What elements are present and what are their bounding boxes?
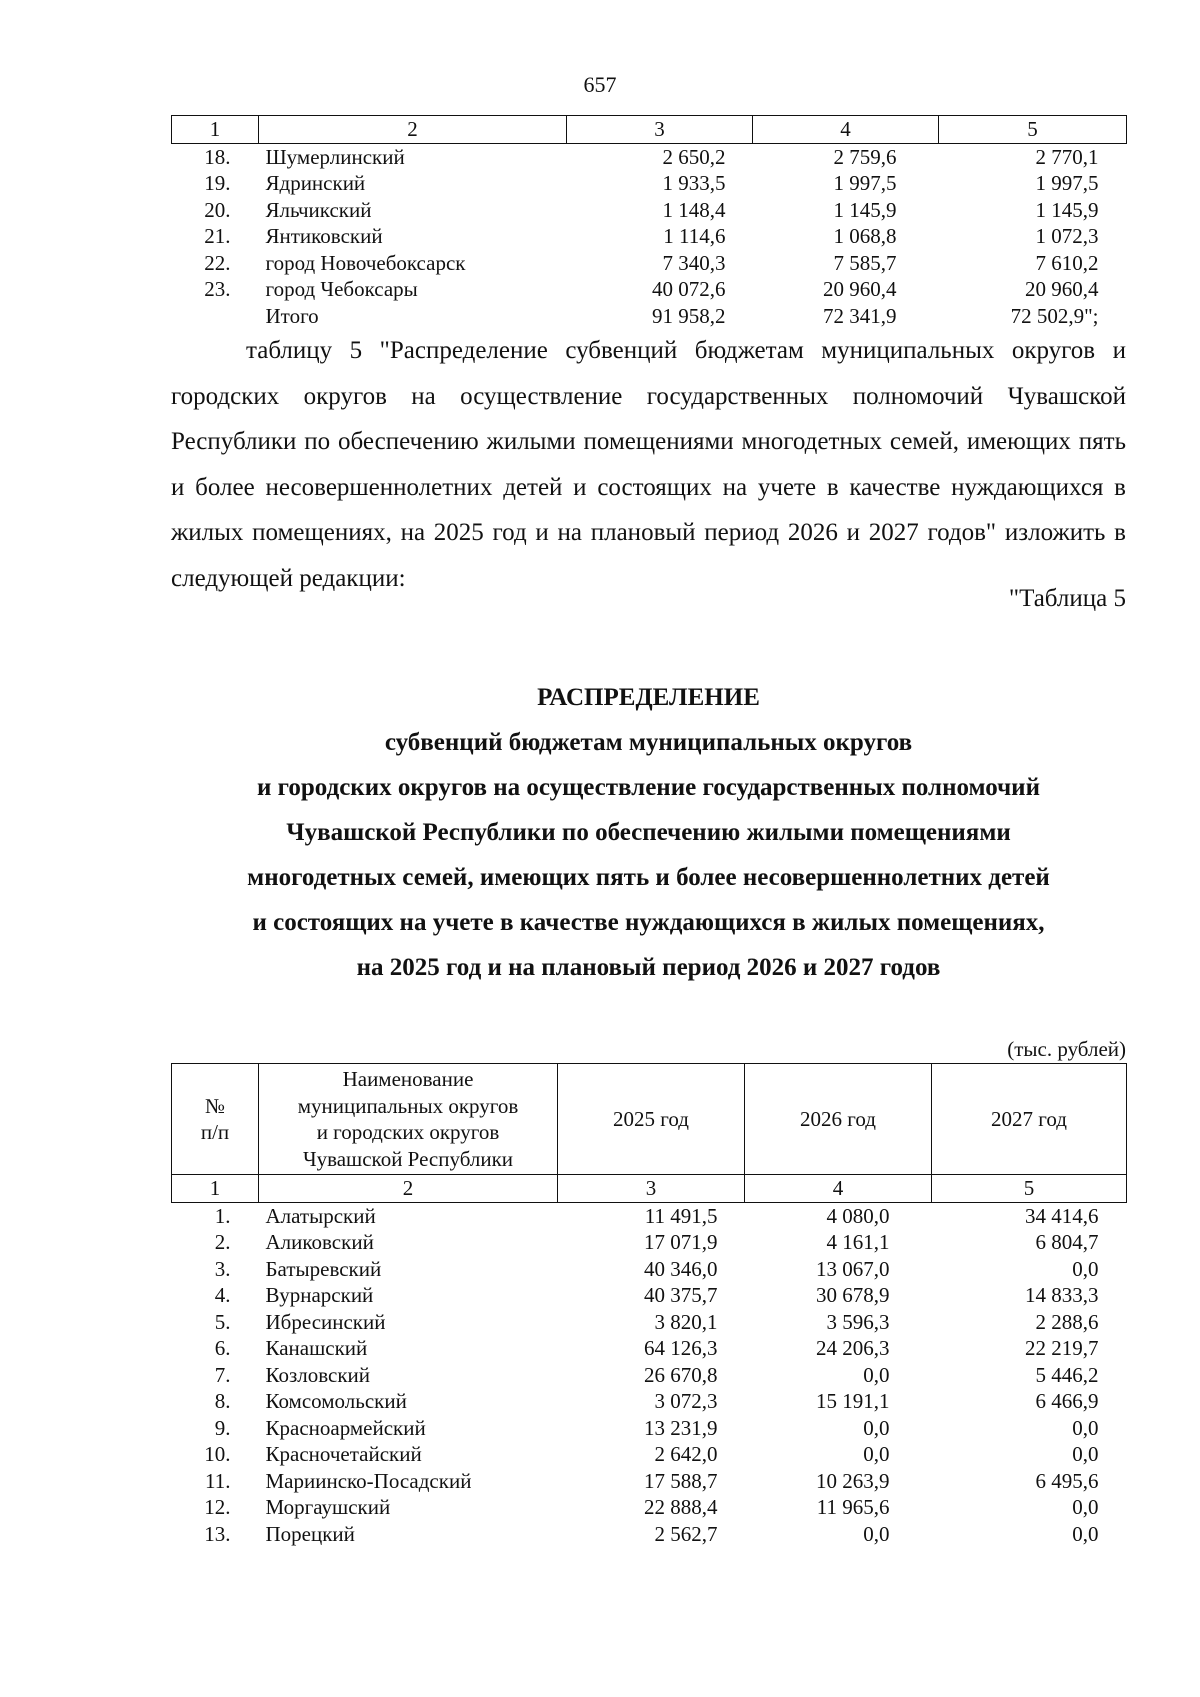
value-2025: 2 642,0: [654, 1442, 718, 1466]
table-row: [172, 1282, 1127, 1309]
value-2025: 40 346,0: [644, 1256, 718, 1281]
table-row: [172, 1468, 1127, 1495]
table-row: [172, 250, 1127, 277]
column-number: 1: [172, 1175, 259, 1203]
column-number: 3: [558, 1175, 745, 1203]
value-2025: 2 650,2: [662, 144, 726, 169]
table-row: [172, 1521, 1127, 1548]
value-2025: 40 375,7: [644, 1283, 718, 1307]
value-2027: 0,0: [1072, 1495, 1099, 1519]
value-2027: 14 833,3: [1025, 1283, 1099, 1307]
value-2026: 13 067,0: [816, 1256, 890, 1281]
title-line: и городских округов на осуществление государственных полномочий: [257, 774, 1040, 801]
value-2027: 2 288,6: [1035, 1309, 1099, 1334]
row-number: 7.: [214, 1362, 231, 1387]
row-number: 10.: [204, 1442, 231, 1466]
table-row: [172, 1362, 1127, 1389]
value-2027: 1 145,9: [1035, 197, 1099, 222]
table-row: [172, 1309, 1127, 1336]
title-line: РАСПРЕДЕЛЕНИЕ: [537, 684, 760, 711]
district-name: Комсомольский: [265, 1389, 407, 1413]
value-2027: 0,0: [1072, 1521, 1099, 1546]
row-number: 22.: [204, 250, 231, 275]
row-number: 13.: [204, 1521, 231, 1546]
value-2027: 0,0: [1072, 1442, 1099, 1466]
value-2027: 1 072,3: [1035, 224, 1099, 248]
table-row: [172, 1494, 1127, 1521]
table-row: [172, 170, 1127, 197]
value-2026: 0,0: [863, 1415, 890, 1440]
row-number: 23.: [204, 277, 231, 301]
table-row: [172, 1441, 1127, 1468]
row-number: 9.: [214, 1415, 231, 1440]
row-number: 18.: [204, 144, 231, 169]
column-number-row: [172, 1175, 1127, 1203]
value-2025: 22 888,4: [644, 1495, 718, 1519]
value-2026: 1 997,5: [833, 171, 897, 195]
column-number: 4: [745, 1175, 932, 1203]
column-number: 3: [567, 116, 753, 144]
district-name: Янтиковский: [265, 224, 383, 248]
value-2026: 0,0: [863, 1521, 890, 1546]
row-number: [172, 303, 259, 330]
district-name: Ибресинский: [265, 1309, 386, 1334]
header-text: муниципальных округов: [297, 1093, 519, 1118]
value-2027: 1 997,5: [1035, 171, 1099, 195]
value-2026: 7 585,7: [833, 250, 897, 275]
value-2026: 4 080,0: [826, 1203, 890, 1228]
table-row: [172, 143, 1127, 170]
row-number: 12.: [204, 1495, 231, 1519]
value-2027: 20 960,4: [1025, 277, 1099, 301]
district-name: Красноармейский: [265, 1415, 426, 1440]
district-name: Мариинско-Посадский: [265, 1468, 472, 1493]
row-number: 21.: [204, 224, 231, 248]
table-row: [172, 1202, 1127, 1229]
value-2025: 2 562,7: [654, 1521, 718, 1546]
header-text: Чувашской Республики: [302, 1146, 514, 1171]
row-number: 6.: [214, 1336, 231, 1360]
row-number: 1.: [214, 1203, 231, 1228]
value-2026: 11 965,6: [816, 1495, 890, 1519]
value-2027: 72 502,9";: [1010, 303, 1099, 328]
column-number: 2: [259, 1175, 558, 1203]
value-2027: 0,0: [1072, 1415, 1099, 1440]
value-2027: 5 446,2: [1035, 1362, 1099, 1387]
table-row: [172, 223, 1127, 250]
row-number: 2.: [214, 1230, 231, 1254]
row-number: 5.: [214, 1309, 231, 1334]
value-2025: 17 588,7: [644, 1468, 718, 1493]
value-2026: 1 145,9: [833, 197, 897, 222]
value-2026: 1 068,8: [833, 224, 897, 248]
value-2025: 11 491,5: [644, 1203, 718, 1228]
column-number: 5: [939, 116, 1127, 144]
header-text: и городских округов: [316, 1120, 500, 1144]
row-number: 19.: [204, 171, 231, 195]
table-row: [172, 1388, 1127, 1415]
header-2027: 2027 год: [932, 1064, 1127, 1175]
column-number: 5: [932, 1175, 1127, 1203]
table-row: [172, 1256, 1127, 1283]
row-number: 11.: [205, 1468, 231, 1493]
value-2025: 17 071,9: [644, 1230, 718, 1254]
district-name: Моргаушский: [265, 1495, 391, 1519]
value-2025: 1 933,5: [662, 171, 726, 195]
header-text: №: [204, 1093, 226, 1118]
row-number: 3.: [214, 1256, 231, 1281]
value-2026: 20 960,4: [823, 277, 897, 301]
title-line: субвенций бюджетам муниципальных округов: [384, 729, 913, 756]
value-2026: 72 341,9: [823, 303, 897, 328]
table-row: [172, 1229, 1127, 1256]
title-line: Чувашской Республики по обеспечению жилыми помещениями: [286, 819, 1011, 846]
district-name: Шумерлинский: [265, 144, 405, 169]
distribution-table: [171, 1063, 1127, 1547]
continued-table: [171, 115, 1127, 329]
value-2027: 7 610,2: [1035, 250, 1099, 275]
table-reference: "Таблица 5: [1008, 585, 1126, 612]
district-name: город Новочебоксарск: [265, 250, 466, 275]
value-2025: 1 148,4: [662, 197, 726, 222]
value-2025: 26 670,8: [644, 1362, 718, 1387]
value-2026: 2 759,6: [833, 144, 897, 169]
title-line: на 2025 год и на плановый период 2026 и 2027 годов: [356, 954, 941, 981]
row-number: 8.: [214, 1389, 231, 1413]
value-2026: 30 678,9: [816, 1283, 890, 1307]
column-number-row: [172, 116, 1127, 144]
district-name: Порецкий: [265, 1521, 355, 1546]
amendment-paragraph: [171, 328, 1126, 601]
value-2025: 91 958,2: [652, 303, 726, 328]
value-2025: 3 820,1: [654, 1309, 718, 1334]
header-text: Наименование: [342, 1067, 474, 1091]
value-2027: 2 770,1: [1035, 144, 1099, 169]
table-title: [171, 675, 1126, 990]
district-name: Вурнарский: [265, 1283, 374, 1307]
value-2025: 64 126,3: [644, 1336, 718, 1360]
table-row: [172, 1335, 1127, 1362]
value-2027: 6 466,9: [1035, 1389, 1099, 1413]
value-2027: 0,0: [1072, 1256, 1099, 1281]
units-label: (тыс. рублей): [1007, 1037, 1126, 1061]
value-2026: 0,0: [863, 1442, 890, 1466]
district-name: Красночетайский: [265, 1442, 422, 1466]
district-name: Яльчикский: [265, 197, 372, 222]
district-name: Итого: [265, 303, 319, 328]
header-num: [172, 1064, 259, 1175]
value-2025: 40 072,6: [652, 277, 726, 301]
column-number: 2: [259, 116, 567, 144]
value-2027: 34 414,6: [1025, 1203, 1099, 1228]
row-number: 4.: [214, 1283, 231, 1307]
value-2026: 4 161,1: [826, 1230, 890, 1254]
district-name: Ядринский: [265, 171, 366, 195]
header-name: [259, 1064, 558, 1175]
title-line: многодетных семей, имеющих пять и более несовершеннолетних детей: [247, 864, 1050, 891]
value-2026: 3 596,3: [826, 1309, 890, 1334]
column-number: 1: [172, 116, 259, 144]
value-2027: 6 804,7: [1035, 1230, 1099, 1254]
table-header-row: [172, 1064, 1127, 1175]
district-name: Козловский: [265, 1362, 371, 1387]
value-2026: 15 191,1: [816, 1389, 890, 1413]
value-2026: 24 206,3: [816, 1336, 890, 1360]
header-text: п/п: [200, 1120, 230, 1144]
header-2026: 2026 год: [745, 1064, 932, 1175]
table-row: [172, 197, 1127, 224]
value-2026: 0,0: [863, 1362, 890, 1387]
district-name: Аликовский: [265, 1230, 374, 1254]
paragraph-text: таблицу 5 "Распределение субвенций бюджетам муниципальных округов и городских округов на осуществление государственных полномочий Чувашской Республики по обеспечению жилыми помещениями многодетных семей, имеющих пять и более несовершеннолетних детей и состоящих на учете в качестве нуждающихся в жилых помещениях, на 2025 год и на плановый период 2026 и 2027 годов" изложить в следующей редакции:: [171, 337, 1126, 592]
value-2025: 13 231,9: [644, 1415, 718, 1440]
value-2027: 22 219,7: [1025, 1336, 1099, 1360]
value-2025: 1 114,6: [663, 224, 726, 248]
district-name: Канашский: [265, 1336, 368, 1360]
value-2025: 3 072,3: [654, 1389, 718, 1413]
district-name: город Чебоксары: [265, 277, 418, 301]
header-2025: 2025 год: [558, 1064, 745, 1175]
title-line: и состоящих на учете в качестве нуждающихся в жилых помещениях,: [252, 909, 1045, 936]
value-2026: 10 263,9: [816, 1468, 890, 1493]
district-name: Батыревский: [265, 1256, 382, 1281]
table-row: [172, 303, 1127, 330]
table-row: [172, 1415, 1127, 1442]
column-number: 4: [753, 116, 939, 144]
district-name: Алатырский: [265, 1203, 376, 1228]
row-number: 20.: [204, 197, 231, 222]
value-2025: 7 340,3: [662, 250, 726, 275]
table-row: [172, 276, 1127, 303]
value-2027: 6 495,6: [1035, 1468, 1099, 1493]
page-number: 657: [583, 72, 617, 97]
